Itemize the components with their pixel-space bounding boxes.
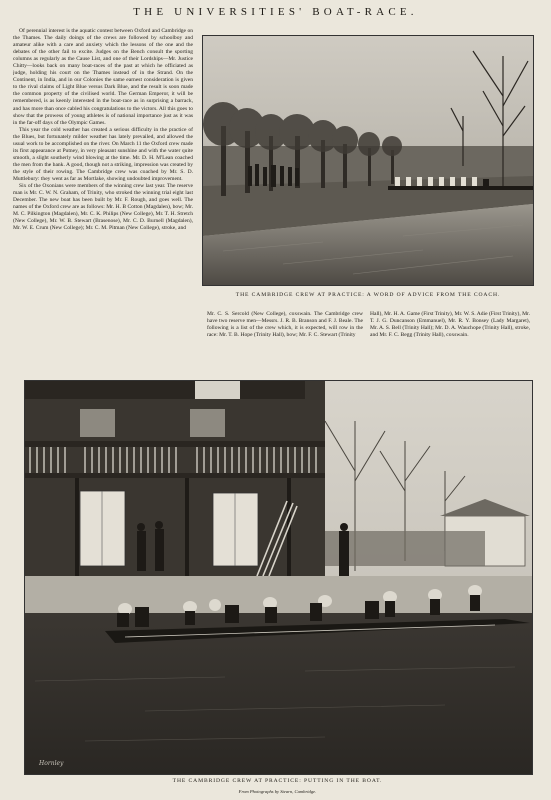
article-paragraph: This year the cold weather has created a serious difficulty in the practice of the Blues, but fortunately milder weather has lately prevailed, and allowed the usual work to be accomplished on the river. On March 11 the Oxford crew made its first appearance at Putney, in very pleasant sunshine and with the water quite smooth, a slight southerly wind blowing at the time. Mr. D. H. M'Lean coached the men from the bank. A good, though not a striking, impression was created by the style of their rowing. The Cambridge crew was coached by Mr. S. D. Muttlebury: they went as far as Mortlake, showing undoubted improvement. (13, 126, 193, 182)
caption-top-photo: THE CAMBRIDGE CREW AT PRACTICE: A WORD OF ADVICE FROM THE COACH. (235, 292, 501, 298)
photo-credit: From Photographs by Stearn, Cambridge. (238, 789, 317, 794)
article-paragraph: Hall), Mr. H. A. Game (First Trinity), Mr. W. S. Adie (First Trinity), Mr. T. J. G. Duncanson (Emmanuel), Mr. R. Y. Bonsey (Lady Margaret), Mr. A. S. Bell (Trinity Hall); Mr. D. A. Wauchope (Trinity Hall), stroke, and Mr. F. C. Begg (Trinity Hall), coxswain. (370, 311, 530, 339)
article-left-column (13, 28, 193, 373)
page-title: THE UNIVERSITIES' BOAT-RACE. (133, 6, 418, 18)
photo-cambridge-crew-putting-in-boat (24, 380, 533, 775)
article-paragraph: Six of the Oxonians were members of the winning crew last year. The reserve man is Mr. C. W. N. Graham, of Trinity, who stroked the winning trial eight last December. The new boat has been built by Mr. F. Rough, and goes well. The names of the Oxford crew are as follows: Mr. H. B Cotton (Magdalen), bow; Mr. M. C. Pilkington (Magdalen), Mr. C. K. Philips (New College), Mr. T. H. Stretch (New College), Mr. W. B. Stewart (Brasenose), Mr. C. D. Burnell (Magdalen), Mr. W. E. Crum (New College); Mr. C. M. Pitman (New College), stroke, and (13, 183, 193, 232)
article-paragraph: Mr. C. S. Sercold (New College), coxswain. The Cambridge crew have two reserve men—Messrs. J. R. B. Branson and F. J. Beale. The following is a list of the crew which, it is expected, will row in the race: Mr. T. B. Hope (Trinity Hall), bow; Mr. F. C. Stewart (Trinity (207, 311, 363, 339)
article-paragraph: Of perennial interest is the aquatic contest between Oxford and Cambridge on the Thames. The daily doings of the crews are followed by schoolboy and amateur alike with a care and anxiety which the lessons of the one and the debates of the other fail to excite. Judges on the Bench consult the sporting columns as regularly as the Cause List, and one of their Lordships—Mr. Justice Chitty—looks back on many boat-races of the past at which he officiated as judge, holding his court on the Thames instead of in the Strand. On the Continent, in India, and in our Colonies the same earnest consideration is given to the rival claims of Light Blue versus Dark Blue, and the result is soon made the common property of the civilised world. The German Emperor, it will be remembered, is as keenly interested in the boat-race as in surprising a barrack, and has more than once cabled his congratulations to the victors. All this goes to show that the prowess of young athletes is of national importance just as it was in the far-off days of the Olympic Games. (13, 28, 193, 126)
article-right-column-1 (207, 311, 363, 361)
article-right-column-2 (370, 311, 530, 361)
artist-signature: Hornley (39, 760, 64, 767)
caption-bottom-photo: THE CAMBRIDGE CREW AT PRACTICE: PUTTING IN THE BOAT. (172, 778, 383, 784)
photo-cambridge-crew-coach-advice (202, 35, 534, 286)
